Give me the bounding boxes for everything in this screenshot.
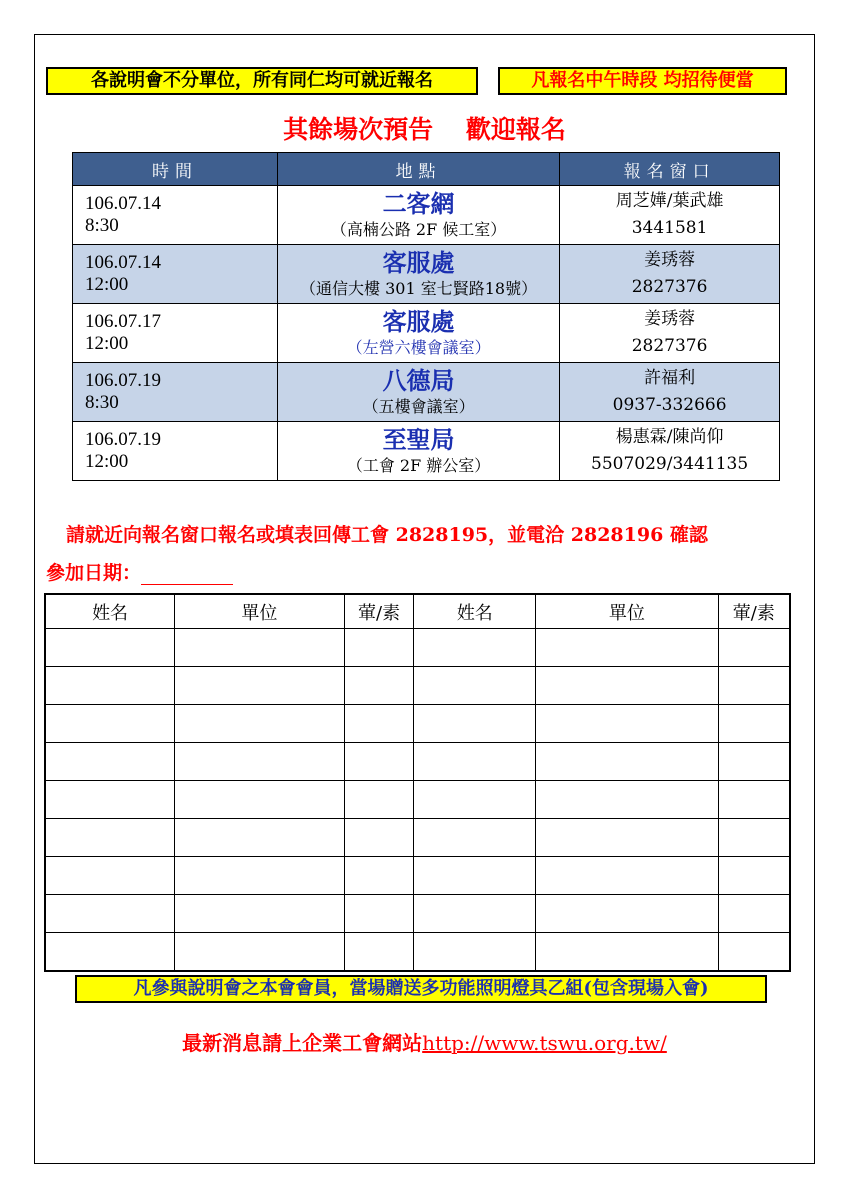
session-time: 106.07.148:30 bbox=[73, 186, 278, 245]
form-cell[interactable] bbox=[718, 705, 790, 743]
session-location: 至聖局 （工會 2F 辦公室） bbox=[277, 422, 559, 481]
form-cell[interactable] bbox=[718, 743, 790, 781]
form-cell[interactable] bbox=[45, 895, 175, 933]
form-cell[interactable] bbox=[175, 857, 345, 895]
form-cell[interactable] bbox=[344, 705, 414, 743]
form-cell[interactable] bbox=[175, 667, 345, 705]
header-time: 時間 bbox=[73, 153, 278, 186]
session-time: 106.07.1912:00 bbox=[73, 422, 278, 481]
attend-date-blank[interactable] bbox=[141, 566, 233, 585]
form-cell[interactable] bbox=[45, 629, 175, 667]
form-cell[interactable] bbox=[344, 933, 414, 972]
session-location: 客服處 （左營六樓會議室） bbox=[277, 304, 559, 363]
form-cell[interactable] bbox=[45, 819, 175, 857]
form-cell[interactable] bbox=[414, 667, 536, 705]
form-cell[interactable] bbox=[344, 857, 414, 895]
form-cell[interactable] bbox=[45, 743, 175, 781]
form-cell[interactable] bbox=[536, 667, 718, 705]
form-row bbox=[45, 819, 790, 857]
header-contact: 報名窗口 bbox=[560, 153, 780, 186]
registration-form-table bbox=[44, 593, 791, 972]
lunch-note-banner: 凡報名中午時段 均招待便當 bbox=[498, 67, 787, 95]
form-cell[interactable] bbox=[45, 705, 175, 743]
page-title bbox=[0, 110, 849, 146]
form-row bbox=[45, 629, 790, 667]
session-time: 106.07.1412:00 bbox=[73, 245, 278, 304]
attend-date-field bbox=[46, 558, 233, 585]
form-cell[interactable] bbox=[414, 857, 536, 895]
form-row bbox=[45, 667, 790, 705]
form-cell[interactable] bbox=[414, 629, 536, 667]
session-location: 八德局 （五樓會議室） bbox=[277, 363, 559, 422]
form-cell[interactable] bbox=[536, 705, 718, 743]
form-cell[interactable] bbox=[45, 857, 175, 895]
form-cell[interactable] bbox=[45, 781, 175, 819]
form-header-name: 姓名 bbox=[45, 594, 175, 629]
form-cell[interactable] bbox=[718, 857, 790, 895]
session-contact: 周芝嬅/葉武雄 3441581 bbox=[560, 186, 780, 245]
form-cell[interactable] bbox=[344, 895, 414, 933]
website-link[interactable]: http://www.tswu.org.tw/ bbox=[422, 1031, 667, 1055]
form-cell[interactable] bbox=[175, 895, 345, 933]
form-cell[interactable] bbox=[536, 629, 718, 667]
form-cell[interactable] bbox=[414, 705, 536, 743]
form-cell[interactable] bbox=[414, 933, 536, 972]
form-row bbox=[45, 895, 790, 933]
form-cell[interactable] bbox=[175, 819, 345, 857]
form-header-row bbox=[45, 594, 790, 629]
form-cell[interactable] bbox=[344, 819, 414, 857]
website-label: 最新消息請上企業工會網站 bbox=[182, 1031, 423, 1055]
form-cell[interactable] bbox=[175, 933, 345, 972]
title-part-2: 歡迎報名 bbox=[465, 115, 566, 144]
form-cell[interactable] bbox=[344, 743, 414, 781]
form-cell[interactable] bbox=[718, 781, 790, 819]
form-cell[interactable] bbox=[344, 667, 414, 705]
form-cell[interactable] bbox=[344, 781, 414, 819]
form-cell[interactable] bbox=[45, 667, 175, 705]
session-time: 106.07.1712:00 bbox=[73, 304, 278, 363]
schedule-header-row bbox=[73, 153, 780, 186]
form-header-diet: 葷/素 bbox=[344, 594, 414, 629]
form-cell[interactable] bbox=[414, 819, 536, 857]
form-cell[interactable] bbox=[718, 629, 790, 667]
form-cell[interactable] bbox=[344, 629, 414, 667]
form-cell[interactable] bbox=[45, 933, 175, 972]
form-cell[interactable] bbox=[718, 895, 790, 933]
gift-note-banner: 凡參與說明會之本會會員，當場贈送多功能照明燈具乙組(包含現場入會) bbox=[75, 975, 767, 1003]
form-cell[interactable] bbox=[414, 895, 536, 933]
form-row bbox=[45, 743, 790, 781]
form-cell[interactable] bbox=[536, 781, 718, 819]
form-cell[interactable] bbox=[536, 933, 718, 972]
form-row bbox=[45, 781, 790, 819]
form-cell[interactable] bbox=[536, 819, 718, 857]
form-cell[interactable] bbox=[536, 895, 718, 933]
form-row bbox=[45, 933, 790, 972]
form-cell[interactable] bbox=[536, 743, 718, 781]
form-cell[interactable] bbox=[536, 857, 718, 895]
schedule-row bbox=[73, 363, 780, 422]
form-cell[interactable] bbox=[414, 781, 536, 819]
session-contact: 姜琇蓉 2827376 bbox=[560, 304, 780, 363]
form-cell[interactable] bbox=[718, 667, 790, 705]
registration-note-banner: 各說明會不分單位，所有同仁均可就近報名 bbox=[46, 67, 478, 95]
form-row bbox=[45, 857, 790, 895]
session-contact: 許福利 0937-332666 bbox=[560, 363, 780, 422]
schedule-row bbox=[73, 245, 780, 304]
session-location: 客服處 （通信大樓 301 室七賢路18號） bbox=[277, 245, 559, 304]
header-location: 地點 bbox=[277, 153, 559, 186]
session-contact: 楊惠霖/陳尚仰 5507029/3441135 bbox=[560, 422, 780, 481]
schedule-row bbox=[73, 304, 780, 363]
website-line bbox=[0, 1027, 849, 1056]
session-location: 二客網 （高楠公路 2F 候工室） bbox=[277, 186, 559, 245]
form-cell[interactable] bbox=[175, 781, 345, 819]
form-cell[interactable] bbox=[175, 629, 345, 667]
schedule-row bbox=[73, 186, 780, 245]
form-cell[interactable] bbox=[175, 705, 345, 743]
schedule-row bbox=[73, 422, 780, 481]
form-header-name: 姓名 bbox=[414, 594, 536, 629]
form-header-unit: 單位 bbox=[175, 594, 345, 629]
form-row bbox=[45, 705, 790, 743]
session-contact: 姜琇蓉 2827376 bbox=[560, 245, 780, 304]
form-cell[interactable] bbox=[718, 933, 790, 972]
attend-date-label: 參加日期： bbox=[46, 562, 142, 584]
form-cell[interactable] bbox=[175, 743, 345, 781]
form-header-unit: 單位 bbox=[536, 594, 718, 629]
form-header-diet: 葷/素 bbox=[718, 594, 790, 629]
form-cell[interactable] bbox=[414, 743, 536, 781]
session-time: 106.07.198:30 bbox=[73, 363, 278, 422]
form-cell[interactable] bbox=[718, 819, 790, 857]
fax-notice: 請就近向報名窗口報名或填表回傳工會 2828195，並電洽 2828196 確認 bbox=[66, 524, 708, 546]
title-part-1: 其餘場次預告 bbox=[283, 115, 434, 144]
schedule-table bbox=[72, 152, 780, 481]
